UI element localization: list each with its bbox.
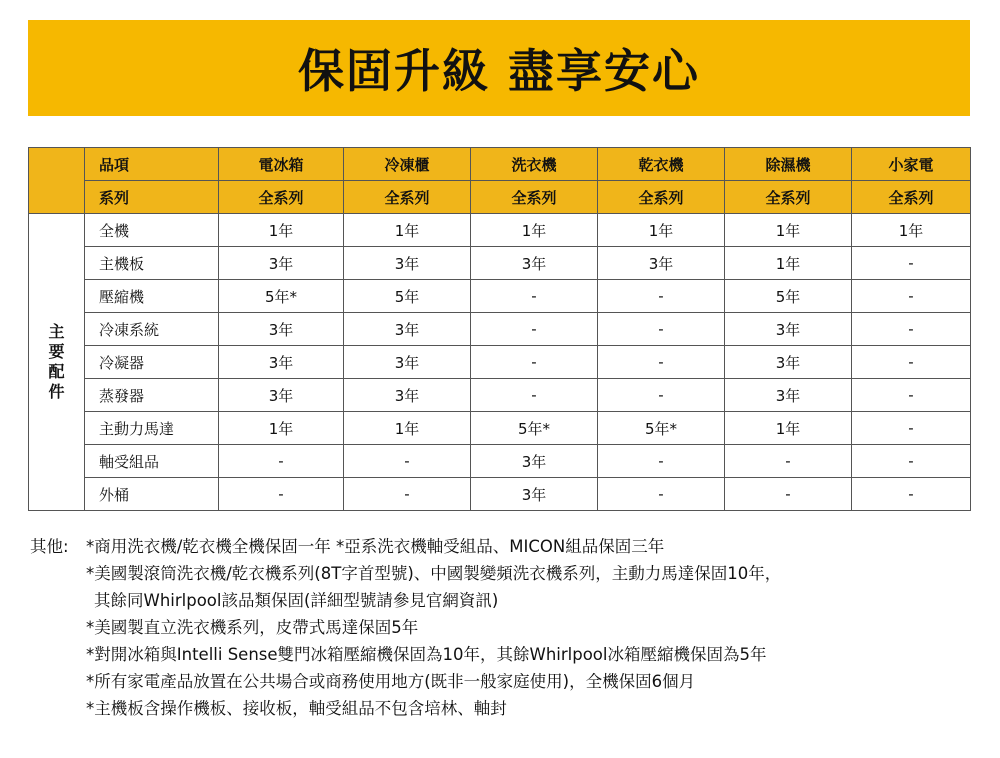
warranty-cell: 3年 — [471, 445, 598, 478]
warranty-cell: - — [598, 280, 725, 313]
note-text: *美國製滾筒洗衣機/乾衣機系列(8T字首型號)、中國製變頻洗衣機系列，主動力馬達保固10年， — [86, 564, 782, 583]
note-text: *對開冰箱與Intelli Sense雙門冰箱壓縮機保固為10年，其餘Whirlpool冰箱壓縮機保固為5年 — [86, 645, 767, 664]
note-text: *所有家電產品放置在公共場合或商務使用地方(既非一般家庭使用)，全機保固6個月 — [86, 672, 696, 691]
warranty-cell: - — [471, 379, 598, 412]
warranty-cell: - — [725, 478, 852, 511]
note-text: *主機板含操作機板、接收板，軸受組品不包含培林、軸封 — [86, 699, 507, 718]
header-items-label: 品項 — [85, 148, 219, 181]
warranty-cell: 1年 — [344, 214, 471, 247]
note-line — [30, 560, 975, 587]
warranty-cell: 5年 — [725, 280, 852, 313]
row-label: 外桶 — [85, 478, 219, 511]
warranty-cell: - — [471, 280, 598, 313]
warranty-cell: - — [852, 280, 971, 313]
note-line — [30, 695, 975, 722]
row-label: 蒸發器 — [85, 379, 219, 412]
column-header-dryer: 乾衣機 — [598, 148, 725, 181]
row-label: 軸受組品 — [85, 445, 219, 478]
warranty-cell: 3年 — [219, 379, 344, 412]
warranty-cell: 3年 — [219, 247, 344, 280]
note-line — [30, 641, 975, 668]
header-series-label: 系列 — [85, 181, 219, 214]
notes-section — [30, 533, 975, 722]
column-header-washer: 洗衣機 — [471, 148, 598, 181]
side-label-cell — [29, 214, 85, 511]
column-header-fridge: 電冰箱 — [219, 148, 344, 181]
note-line — [30, 668, 975, 695]
warranty-cell: 3年 — [344, 379, 471, 412]
series-cell: 全系列 — [598, 181, 725, 214]
series-cell: 全系列 — [344, 181, 471, 214]
note-text: *商用洗衣機/乾衣機全機保固一年 *亞系洗衣機軸受組品、MICON組品保固三年 — [86, 537, 665, 556]
warranty-cell: 3年 — [725, 346, 852, 379]
warranty-cell: - — [852, 412, 971, 445]
table-row — [29, 346, 971, 379]
table-row — [29, 412, 971, 445]
warranty-cell: 1年 — [219, 214, 344, 247]
warranty-cell: 3年 — [725, 313, 852, 346]
row-label: 主機板 — [85, 247, 219, 280]
warranty-cell: 5年* — [219, 280, 344, 313]
warranty-cell: - — [219, 445, 344, 478]
warranty-cell: - — [598, 445, 725, 478]
series-cell: 全系列 — [219, 181, 344, 214]
warranty-cell: - — [344, 478, 471, 511]
warranty-cell: - — [598, 478, 725, 511]
warranty-cell: 1年 — [471, 214, 598, 247]
series-cell: 全系列 — [725, 181, 852, 214]
table-row — [29, 379, 971, 412]
warranty-cell: - — [725, 445, 852, 478]
series-cell: 全系列 — [471, 181, 598, 214]
warranty-cell: 3年 — [219, 313, 344, 346]
warranty-cell: 1年 — [725, 412, 852, 445]
column-header-freezer: 冷凍櫃 — [344, 148, 471, 181]
note-line — [30, 614, 975, 641]
warranty-cell: - — [598, 346, 725, 379]
title-banner — [28, 20, 970, 116]
row-label: 冷凍系統 — [85, 313, 219, 346]
warranty-cell: 1年 — [725, 214, 852, 247]
series-cell: 全系列 — [852, 181, 971, 214]
notes-prefix: 其他: — [30, 537, 69, 556]
column-header-small-appliance: 小家電 — [852, 148, 971, 181]
note-line — [30, 587, 975, 614]
table-row — [29, 445, 971, 478]
warranty-cell: - — [852, 478, 971, 511]
warranty-cell: - — [471, 313, 598, 346]
warranty-cell: 3年 — [725, 379, 852, 412]
warranty-cell: 1年 — [344, 412, 471, 445]
header-row-series — [29, 181, 971, 214]
warranty-cell: 3年 — [598, 247, 725, 280]
table-row — [29, 280, 971, 313]
warranty-cell: 1年 — [598, 214, 725, 247]
table-corner — [29, 148, 85, 214]
warranty-cell: - — [852, 346, 971, 379]
side-label: 主要配件 — [48, 322, 65, 401]
row-label: 壓縮機 — [85, 280, 219, 313]
warranty-table — [28, 147, 971, 511]
warranty-cell: 3年 — [471, 478, 598, 511]
warranty-cell: - — [219, 478, 344, 511]
row-label: 冷凝器 — [85, 346, 219, 379]
warranty-cell: - — [471, 346, 598, 379]
header-row-items — [29, 148, 971, 181]
row-label: 全機 — [85, 214, 219, 247]
table-body — [29, 148, 971, 511]
table-row — [29, 247, 971, 280]
warranty-cell: 3年 — [344, 346, 471, 379]
row-label: 主動力馬達 — [85, 412, 219, 445]
page-title: 保固升級 盡享安心 — [297, 44, 700, 98]
warranty-cell: 3年 — [344, 313, 471, 346]
warranty-cell: 1年 — [852, 214, 971, 247]
note-line — [30, 533, 975, 560]
table-row — [29, 214, 971, 247]
warranty-cell: - — [852, 313, 971, 346]
warranty-cell: 3年 — [344, 247, 471, 280]
warranty-cell: 3年 — [471, 247, 598, 280]
warranty-cell: 5年* — [471, 412, 598, 445]
warranty-cell: 5年* — [598, 412, 725, 445]
table-row — [29, 313, 971, 346]
warranty-cell: - — [344, 445, 471, 478]
note-text: *美國製直立洗衣機系列，皮帶式馬達保固5年 — [86, 618, 419, 637]
warranty-cell: 1年 — [219, 412, 344, 445]
warranty-cell: - — [598, 379, 725, 412]
table-row — [29, 478, 971, 511]
warranty-cell: - — [852, 445, 971, 478]
warranty-cell: - — [852, 247, 971, 280]
warranty-cell: 5年 — [344, 280, 471, 313]
warranty-cell: 3年 — [219, 346, 344, 379]
note-text: 其餘同Whirlpool該品類保固(詳細型號請參見官網資訊) — [94, 591, 499, 610]
column-header-dehumidifier: 除濕機 — [725, 148, 852, 181]
warranty-cell: 1年 — [725, 247, 852, 280]
warranty-cell: - — [852, 379, 971, 412]
warranty-cell: - — [598, 313, 725, 346]
